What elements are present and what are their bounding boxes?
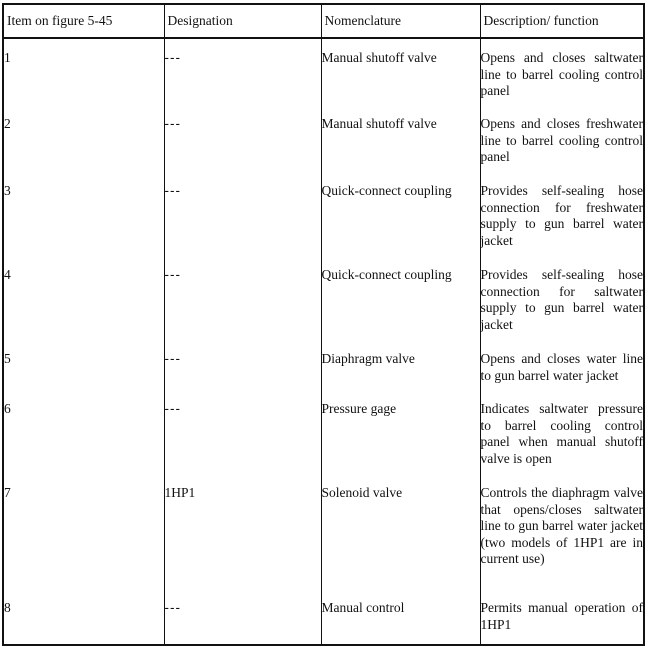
item-number: 4	[3, 256, 164, 340]
designation: ---	[164, 589, 321, 645]
nomenclature: Solenoid valve	[321, 474, 480, 589]
table-row	[3, 589, 644, 645]
nomenclature: Manual shutoff valve	[321, 105, 480, 172]
header-description: Description/ function	[480, 4, 644, 38]
nomenclature: Manual shutoff valve	[321, 38, 480, 105]
designation: ---	[164, 105, 321, 172]
description: Opens and closes freshwater line to barrel cooling control panel	[480, 105, 644, 172]
header-row	[3, 4, 644, 38]
description: Permits manual operation of 1HP1	[480, 589, 644, 645]
designation: ---	[164, 256, 321, 340]
table-row	[3, 390, 644, 474]
nomenclature: Quick-connect coupling	[321, 172, 480, 256]
item-number: 2	[3, 105, 164, 172]
nomenclature: Diaphragm valve	[321, 340, 480, 390]
table-row	[3, 172, 644, 256]
designation: ---	[164, 390, 321, 474]
designation: 1HP1	[164, 474, 321, 589]
designation: ---	[164, 172, 321, 256]
table-row	[3, 256, 644, 340]
item-number: 8	[3, 589, 164, 645]
designation: ---	[164, 38, 321, 105]
description: Provides self-sealing hose connection for saltwater supply to gun barrel water jacket	[480, 256, 644, 340]
item-number: 6	[3, 390, 164, 474]
item-number: 7	[3, 474, 164, 589]
description: Opens and closes water line to gun barrel water jacket	[480, 340, 644, 390]
table-row	[3, 340, 644, 390]
nomenclature: Manual control	[321, 589, 480, 645]
item-number: 1	[3, 38, 164, 105]
table-row	[3, 105, 644, 172]
description: Controls the diaphragm valve that opens/closes saltwater line to gun barrel water jacket (two models of 1HP1 are in current use)	[480, 474, 644, 589]
header-item: Item on figure 5-45	[3, 4, 164, 38]
nomenclature: Quick-connect coupling	[321, 256, 480, 340]
description: Indicates saltwater pressure to barrel cooling control panel when manual shutoff valve is open	[480, 390, 644, 474]
item-number: 3	[3, 172, 164, 256]
header-nomenclature: Nomenclature	[321, 4, 480, 38]
description: Opens and closes saltwater line to barrel cooling control panel	[480, 38, 644, 105]
header-designation: Designation	[164, 4, 321, 38]
component-table	[2, 3, 645, 646]
table-row	[3, 38, 644, 105]
nomenclature: Pressure gage	[321, 390, 480, 474]
table-row	[3, 474, 644, 589]
item-number: 5	[3, 340, 164, 390]
description: Provides self-sealing hose connection for freshwater supply to gun barrel water jacket	[480, 172, 644, 256]
designation: ---	[164, 340, 321, 390]
